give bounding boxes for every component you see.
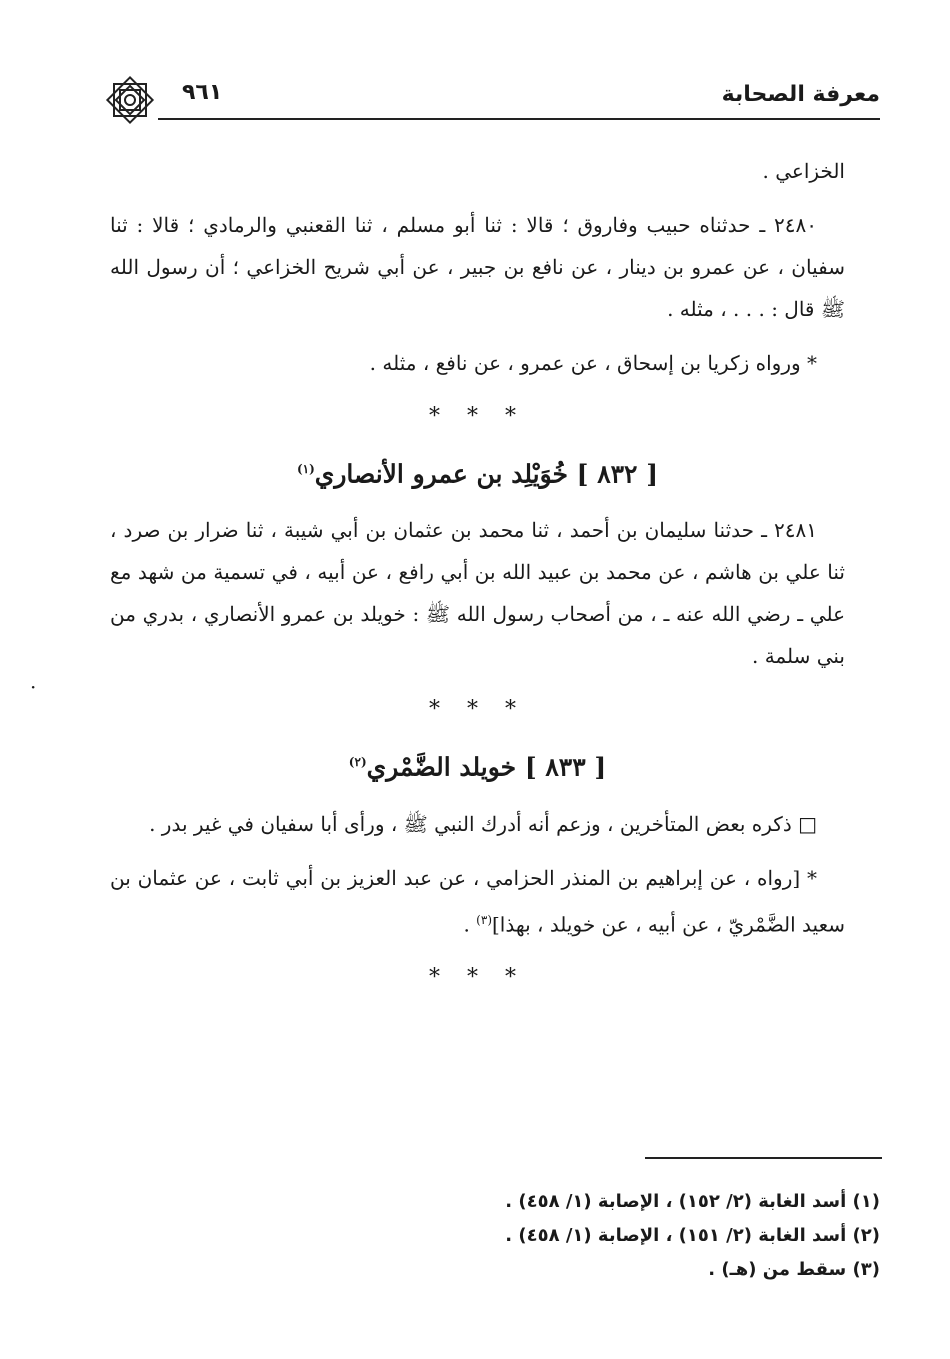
heading-text: [ ٨٣٣ ] خويلد الضَّمْري [366, 752, 607, 782]
narration-text: * [رواه ، عن إبراهيم بن المنذر الحزامي ، عن عبد العزيز بن أبي ثابت ، عن عثمان بن سعيد الضَّمْريّ ، عن أبيه ، عن خويلد ، بهذا] [110, 865, 845, 937]
footnote: (٣) سقط من (هـ) . [708, 1259, 880, 1280]
footnote: (١) أسد الغابة (٢/ ١٥٢) ، الإصابة (١/ ٤٥٨) . [505, 1191, 880, 1212]
entry-heading-832 [110, 448, 845, 495]
footnotes [120, 1185, 880, 1287]
hadith-2480: ٢٤٨٠ ـ حدثناه حبيب وفاروق ؛ قالا : ثنا أبو مسلم ، ثنا القعنبي والرمادي ؛ قالا : ثنا سفيان ، عن عمرو بن دينار ، عن نافع بن جبير ، عن أبي شريح الخزاعي ؛ أن رسول الله ﷺ قال : . . . ، مثله . [110, 213, 845, 321]
heading-text: [ ٨٣٢ ] خُوَيْلِد بن عمرو الأنصاري [314, 459, 659, 489]
footnote: (٢) أسد الغابة (٢/ ١٥١) ، الإصابة (١/ ٤٥٨) . [505, 1225, 880, 1246]
narration-note [110, 857, 845, 946]
section-divider: * * * [429, 965, 526, 991]
section-divider: * * * [429, 697, 526, 723]
running-title: معرفة الصحابة [721, 82, 880, 107]
entry-heading-833 [110, 741, 845, 788]
narration-end: . [463, 912, 477, 937]
footnote-ref: (٣) [476, 912, 492, 927]
header-rule [158, 118, 880, 120]
section-divider: * * * [429, 404, 526, 429]
hadith-2481: ٢٤٨١ ـ حدثنا سليمان بن أحمد ، ثنا محمد بن عثمان بن أبي شيبة ، ثنا ضرار بن صرد ، ثنا علي بن هاشم ، عن محمد بن عبيد الله بن أبي رافع ، عن أبيه ، في تسمية من شهد مع علي ـ رضي الله عنه ـ ، من أصحاب رسول الله ﷺ : خويلد بن عمرو الأنصاري ، بدري من بني سلمة . [110, 518, 845, 669]
ornament-icon [100, 70, 160, 130]
page-number: ٩٦١ [182, 80, 223, 105]
footnote-ref: (٢) [348, 755, 367, 770]
footnote-ref: (١) [296, 462, 315, 476]
page-header [100, 70, 880, 130]
narration-note: * ورواه زكريا بن إسحاق ، عن عمرو ، عن نافع ، مثله . [369, 351, 817, 375]
main-text [110, 150, 845, 1009]
entry-description: □ ذكره بعض المتأخرين ، وزعم أنه أدرك النبي ﷺ ، ورأى أبا سفيان في غير بدر . [149, 811, 817, 836]
paragraph: الخزاعي . [762, 159, 845, 183]
margin-mark: · [30, 675, 37, 699]
footnote-rule [645, 1157, 882, 1159]
